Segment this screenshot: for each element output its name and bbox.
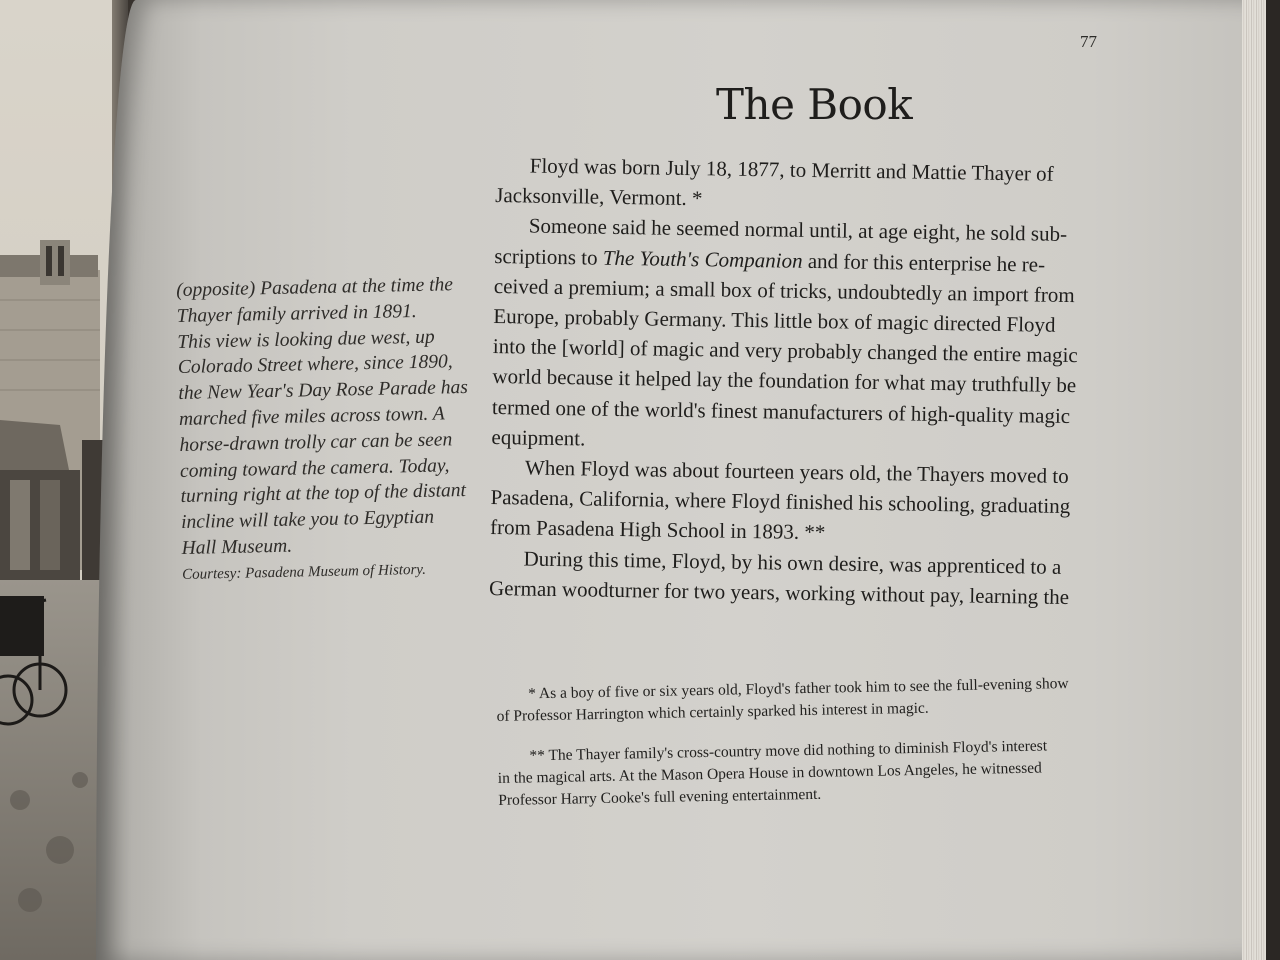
caption-line: This view is looking due west, up	[177, 326, 435, 353]
caption-line: (opposite) Pasadena at the time the	[176, 274, 454, 301]
photo-caption	[176, 272, 482, 586]
page-number: 77	[1080, 32, 1097, 51]
footnote-line: ** The Thayer family's cross-country move did nothing to diminish Floyd's interest	[529, 737, 1048, 765]
body-text	[489, 150, 1136, 613]
body-line-with-italic-title: scriptions to The Youth's Companion and for this enterprise he re-	[494, 243, 1046, 277]
body-line: from Pasadena High School in 1893. **	[489, 515, 826, 545]
caption-line: turning right at the top of the distant	[180, 480, 467, 508]
italic-title: The Youth's Companion	[602, 245, 803, 273]
footnote-line: of Professor Harrington which certainly sparked his interest in magic.	[496, 699, 929, 725]
body-line: When Floyd was about fourteen years old, the Thayers moved to	[524, 455, 1069, 489]
footnote-line: Professor Harry Cooke's full evening entertainment.	[498, 785, 822, 809]
caption-line: Thayer family arrived in 1891.	[176, 300, 417, 327]
footnote-line: in the magical arts. At the Mason Opera House in downtown Los Angeles, he witnessed	[497, 759, 1043, 787]
body-line: German woodturner for two years, working without pay, learning the	[488, 575, 1070, 609]
body-line: equipment.	[491, 424, 586, 451]
footnote-line: * As a boy of five or six years old, Floyd's father took him to see the full-evening show	[528, 675, 1069, 703]
historic-street-photo	[0, 0, 112, 960]
footnotes	[496, 672, 1128, 812]
body-line: world because it helped lay the foundation for what may truthfully be	[492, 364, 1077, 398]
caption-line: Hall Museum.	[181, 535, 293, 559]
caption-line: marched five miles across town. A	[178, 403, 445, 430]
body-line: termed one of the world's finest manufacturers of high-quality magic	[491, 394, 1071, 428]
caption-line: Colorado Street where, since 1890,	[177, 351, 453, 379]
caption-line: the New Year's Day Rose Parade has	[178, 377, 469, 405]
body-line: Floyd was born July 18, 1877, to Merritt and Mattie Thayer of	[529, 153, 1054, 186]
caption-line: incline will take you to Egyptian	[180, 506, 435, 534]
body-line: ceived a premium; a small box of tricks, undoubtedly an import from	[493, 273, 1075, 307]
body-line: into the [world] of magic and very probably changed the entire magic	[492, 334, 1078, 368]
photo-credit: Courtesy: Pasadena Museum of History.	[182, 561, 427, 583]
caption-line: horse-drawn trolly car can be seen	[179, 429, 453, 456]
caption-line: coming toward the camera. Today,	[179, 454, 450, 482]
body-line: Someone said he seemed normal until, at age eight, he sold sub-	[528, 213, 1068, 247]
body-line: Pasadena, California, where Floyd finished his schooling, graduating	[490, 485, 1071, 519]
body-line: During this time, Floyd, by his own desire, was apprenticed to a	[523, 546, 1062, 579]
page-edges	[1242, 0, 1266, 960]
body-line: Jacksonville, Vermont. *	[495, 183, 703, 211]
body-line: Europe, probably Germany. This little box of magic directed Floyd	[493, 303, 1056, 337]
chapter-title: The Book	[716, 80, 913, 129]
